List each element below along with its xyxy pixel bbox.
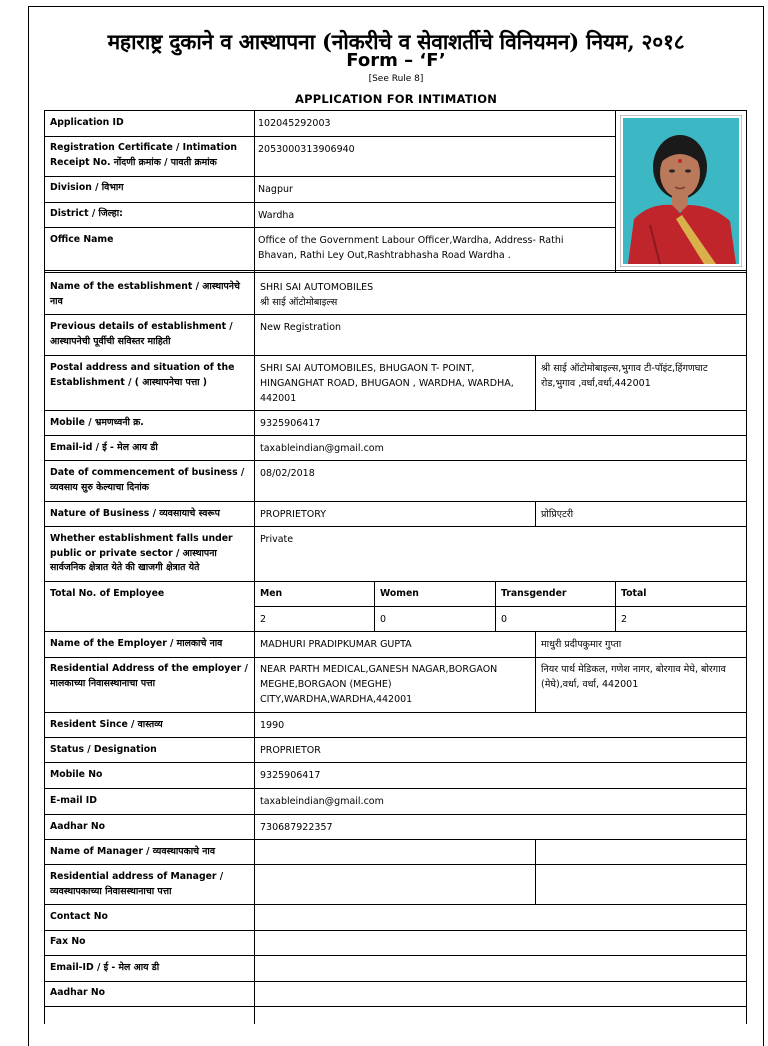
establishment-name-en: SHRI SAI AUTOMOBILES	[260, 282, 374, 293]
manager-name-label: Name of Manager / व्यवस्थापकाचे नाव	[50, 846, 216, 857]
status-value: PROPRIETOR	[260, 745, 321, 756]
sector-label: Whether establishment falls under public or private sector / आस्थापना सार्वजनिक क्षेत्रात येते की खाजगी क्षेत्रात येते	[50, 533, 233, 573]
employer-email-label: E-mail ID	[50, 795, 97, 806]
resident-since-label: Resident Since / वास्तव्य	[50, 719, 163, 730]
establishment-name-label: Name of the establishment / आस्थापनेचे नाव	[50, 281, 240, 307]
employer-name-en: MADHURI PRADIPKUMAR GUPTA	[260, 639, 412, 650]
total-employee-label: Total No. of Employee	[50, 588, 165, 599]
manager-address-label: Residential address of Manager / व्यवस्थापकाच्या निवासस्थानाचा पत्ता	[50, 871, 224, 897]
status-label: Status / Designation	[50, 744, 157, 755]
registration-label: Registration Certificate / Intimation Receipt No. नोंदणी क्रमांक / पावती क्रमांक	[50, 142, 237, 168]
employee-count-women: 0	[380, 614, 387, 625]
employee-count-transgender: 0	[501, 614, 508, 625]
manager-email-label: Email-ID / ई - मेल आय डी	[50, 962, 160, 973]
application-title: APPLICATION FOR INTIMATION	[294, 92, 498, 106]
postal-address-en: SHRI SAI AUTOMOBILES, BHUGAON T- POINT, HINGANGHAT ROAD, BHUGAON , WARDHA, WARDHA, 442001	[260, 363, 514, 404]
mobile-value: 9325906417	[260, 418, 321, 429]
manager-contact-label: Contact No	[50, 911, 108, 922]
division-value: Nagpur	[258, 184, 293, 195]
mobile-label: Mobile / भ्रमणध्वनी क्र.	[50, 417, 144, 428]
employer-email-value: taxableindian@gmail.com	[260, 796, 384, 807]
employee-header-women: Women	[380, 588, 419, 599]
employer-mobile-value: 9325906417	[260, 770, 321, 781]
previous-details-label: Previous details of establishment / आस्थापनेची पूर्वीची सविस्तर माहिती	[50, 321, 233, 347]
nature-label: Nature of Business / व्यवसायाचे स्वरूप	[50, 508, 220, 519]
employee-header-transgender: Transgender	[501, 588, 567, 599]
employer-address-mr: नियर पार्थ मेडिकल, गणेश नागर, बोरगाव मेघे, बोरगाव (मेघे),वर्धा, वर्धा, 442001	[541, 664, 726, 690]
employee-header-men: Men	[260, 588, 283, 599]
manager-aadhar-label: Aadhar No	[50, 987, 106, 998]
establishment-name-mr: श्री साई ऑटोमोबाइल्स	[260, 297, 338, 308]
form-title-marathi: महाराष्ट्र दुकाने व आस्थापना (नोकरीचे व सेवाशर्तीचे विनियमन) नियम, २०१८	[107, 29, 685, 54]
employer-name-label: Name of the Employer / मालकाचे नाव	[50, 638, 223, 649]
registration-value: 2053000313906940	[258, 144, 355, 155]
rule-reference: [See Rule 8]	[368, 74, 424, 84]
resident-since-value: 1990	[260, 720, 285, 731]
employer-aadhar-value: 730687922357	[260, 822, 333, 833]
district-value: Wardha	[258, 210, 295, 221]
application-id-value: 102045292003	[258, 118, 331, 129]
employer-aadhar-label: Aadhar No	[50, 821, 106, 832]
employer-address-label: Residential Address of the employer / मालकाच्या निवासस्थानाचा पत्ता	[50, 663, 248, 689]
previous-details-value: New Registration	[260, 322, 342, 333]
employee-count-men: 2	[260, 614, 267, 625]
nature-value-mr: प्रोप्रिएटरी	[541, 509, 574, 520]
employer-mobile-label: Mobile No	[50, 769, 103, 780]
commencement-value: 08/02/2018	[260, 468, 315, 479]
division-label: Division / विभाग	[50, 182, 124, 193]
nature-value-en: PROPRIETORY	[260, 509, 327, 520]
postal-address-mr: श्री साई ऑटोमोबाइल्स,भुगाव टी-पॉइंट,हिंगणघाट रोड,भुगाव ,वर्धा,वर्धा,442001	[541, 363, 708, 389]
commencement-label: Date of commencement of business / व्यवसाय सुरु केल्याचा दिनांक	[50, 467, 245, 493]
email-label: Email-id / ई - मेल आय डी	[50, 442, 158, 453]
employer-name-mr: माधुरी प्रदीपकुमार गुप्ता	[541, 639, 622, 650]
employee-count-total: 2	[621, 614, 628, 625]
district-label: District / जिल्हा:	[50, 208, 123, 219]
applicant-photo	[620, 115, 742, 267]
application-id-label: Application ID	[50, 117, 124, 128]
employee-header-total: Total	[621, 588, 647, 599]
office-value: Office of the Government Labour Officer,Wardha, Address- Rathi Bhavan, Rathi Ley Out,Rashtrabhasha Road Wardha .	[258, 235, 564, 261]
employer-address-en: NEAR PARTH MEDICAL,GANESH NAGAR,BORGAON MEGHE,BORGAON (MEGHE) CITY,WARDHA,WARDHA,442001	[260, 664, 498, 705]
email-value: taxableindian@gmail.com	[260, 443, 384, 454]
manager-fax-label: Fax No	[50, 936, 86, 947]
form-name: Form – ‘F’	[346, 50, 446, 71]
sector-value: Private	[260, 534, 294, 545]
postal-address-label: Postal address and situation of the Establishment / ( आस्थापनेचा पत्ता )	[50, 362, 235, 388]
office-label: Office Name	[50, 234, 114, 245]
